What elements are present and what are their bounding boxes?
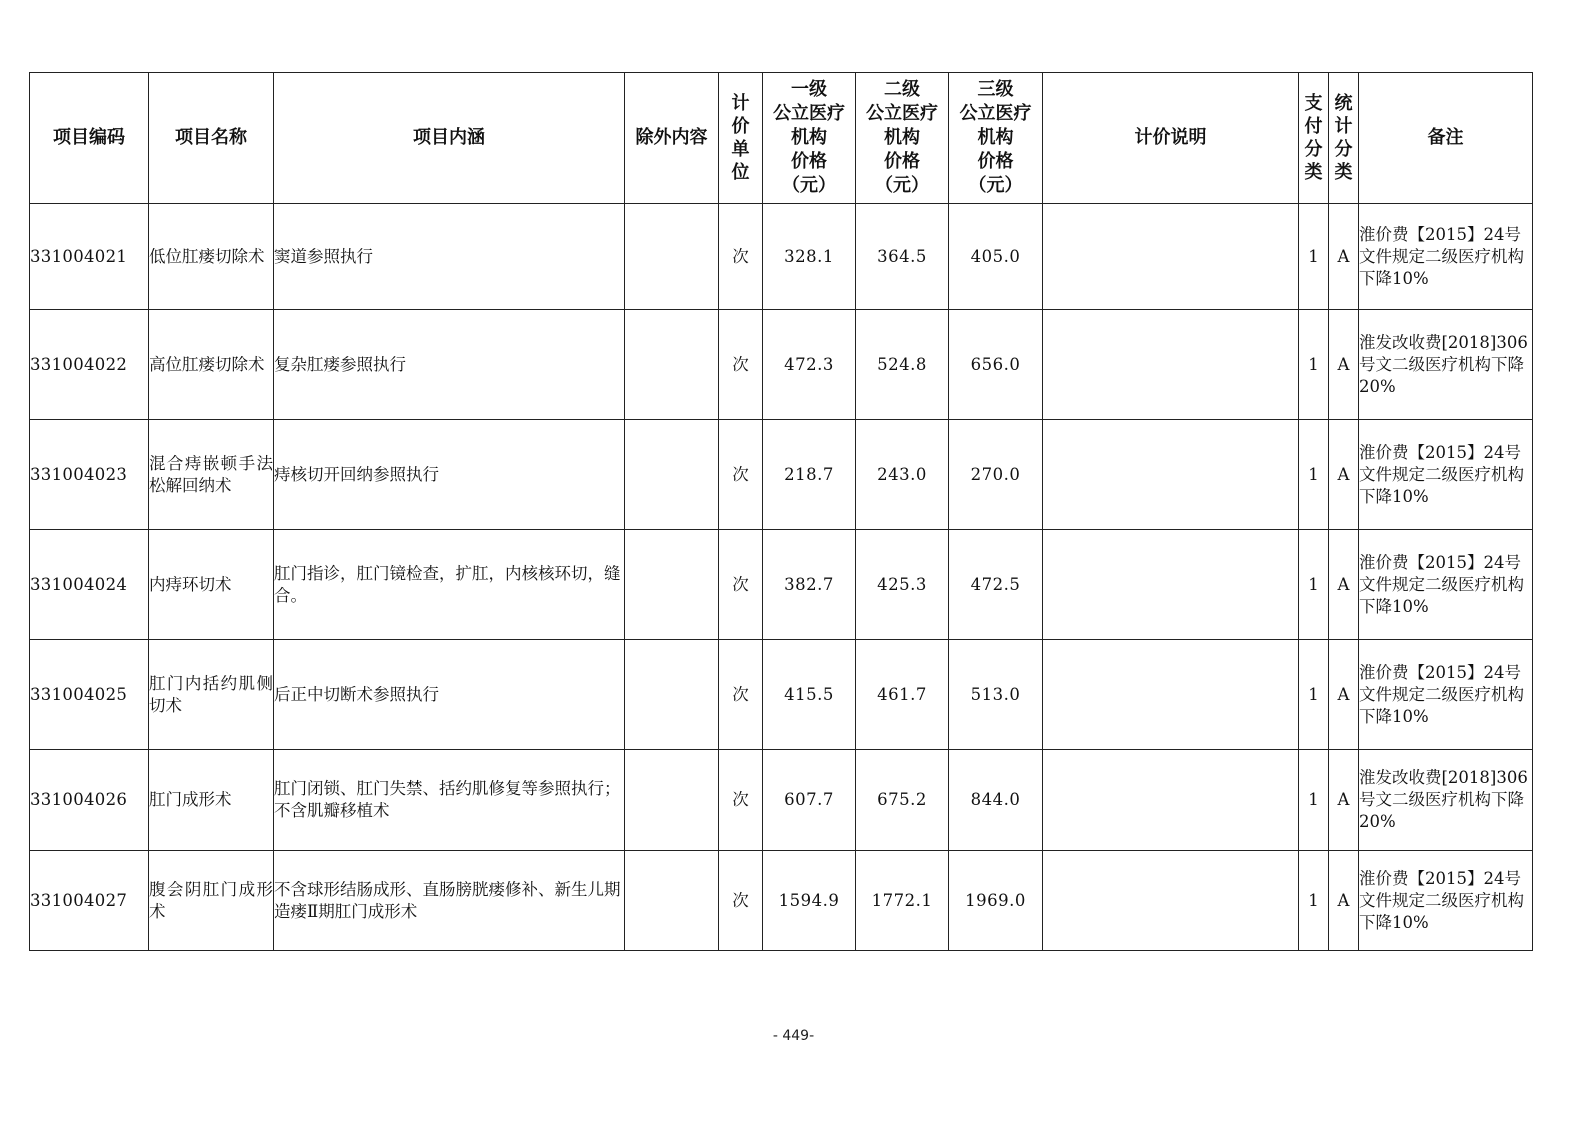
header-stat-class	[1329, 73, 1359, 204]
cell-price-level2: 243.0	[856, 420, 949, 530]
cell-content: 痔核切开回纳参照执行	[274, 420, 625, 530]
cell-name: 内痔环切术	[149, 530, 274, 640]
cell-name: 高位肛瘘切除术	[149, 310, 274, 420]
cell-content: 后正中切断术参照执行	[274, 640, 625, 750]
cell-unit: 次	[719, 310, 763, 420]
header-code: 项目编码	[30, 73, 149, 204]
cell-code: 331004025	[30, 640, 149, 750]
cell-code: 331004026	[30, 750, 149, 851]
cell-code: 331004023	[30, 420, 149, 530]
header-price-level2	[856, 73, 949, 204]
cell-pricing-note	[1043, 420, 1299, 530]
cell-unit: 次	[719, 530, 763, 640]
cell-price-level3: 270.0	[949, 420, 1043, 530]
header-unit	[719, 73, 763, 204]
cell-price-level2: 675.2	[856, 750, 949, 851]
cell-exclusion	[625, 530, 719, 640]
cell-name: 低位肛瘘切除术	[149, 204, 274, 310]
cell-exclusion	[625, 750, 719, 851]
cell-content: 肛门指诊，肛门镜检查，扩肛，内核核环切，缝合。	[274, 530, 625, 640]
cell-pricing-note	[1043, 851, 1299, 951]
cell-price-level1: 328.1	[763, 204, 856, 310]
cell-content: 肛门闭锁、肛门失禁、括约肌修复等参照执行；不含肌瓣移植术	[274, 750, 625, 851]
cell-remark: 淮发改收费[2018]306号文二级医疗机构下降20%	[1359, 310, 1533, 420]
header-payment-class-text: 支付分类	[1304, 92, 1323, 183]
cell-unit: 次	[719, 204, 763, 310]
cell-payment-class: 1	[1299, 851, 1329, 951]
cell-content: 窦道参照执行	[274, 204, 625, 310]
cell-payment-class: 1	[1299, 750, 1329, 851]
header-price-level2-text: 二级 公立医疗 机构 价格 （元）	[866, 79, 938, 196]
cell-price-level2: 425.3	[856, 530, 949, 640]
cell-unit: 次	[719, 750, 763, 851]
header-exclusion: 除外内容	[625, 73, 719, 204]
cell-code: 331004021	[30, 204, 149, 310]
header-content: 项目内涵	[274, 73, 625, 204]
cell-payment-class: 1	[1299, 310, 1329, 420]
cell-stat-class: A	[1329, 750, 1359, 851]
cell-price-level3: 405.0	[949, 204, 1043, 310]
header-unit-text: 计价单位	[731, 92, 750, 183]
cell-pricing-note	[1043, 310, 1299, 420]
cell-remark: 淮发改收费[2018]306号文二级医疗机构下降20%	[1359, 750, 1533, 851]
cell-price-level2: 1772.1	[856, 851, 949, 951]
cell-content: 复杂肛瘘参照执行	[274, 310, 625, 420]
cell-price-level1: 1594.9	[763, 851, 856, 951]
cell-remark: 淮价费【2015】24号文件规定二级医疗机构下降10%	[1359, 851, 1533, 951]
cell-payment-class: 1	[1299, 530, 1329, 640]
cell-pricing-note	[1043, 204, 1299, 310]
price-table	[29, 72, 1533, 951]
cell-name: 混合痔嵌顿手法松解回纳术	[149, 420, 274, 530]
table-body	[30, 204, 1533, 951]
header-price-level3	[949, 73, 1043, 204]
cell-stat-class: A	[1329, 640, 1359, 750]
table-row	[30, 420, 1533, 530]
cell-code: 331004024	[30, 530, 149, 640]
header-row	[30, 73, 1533, 204]
cell-code: 331004022	[30, 310, 149, 420]
cell-price-level3: 844.0	[949, 750, 1043, 851]
header-remark: 备注	[1359, 73, 1533, 204]
header-pricing-note: 计价说明	[1043, 73, 1299, 204]
header-price-level1	[763, 73, 856, 204]
cell-unit: 次	[719, 420, 763, 530]
cell-price-level1: 218.7	[763, 420, 856, 530]
cell-pricing-note	[1043, 750, 1299, 851]
cell-stat-class: A	[1329, 420, 1359, 530]
cell-stat-class: A	[1329, 204, 1359, 310]
cell-code: 331004027	[30, 851, 149, 951]
table-row	[30, 851, 1533, 951]
cell-exclusion	[625, 640, 719, 750]
cell-name: 肛门内括约肌侧切术	[149, 640, 274, 750]
cell-price-level1: 607.7	[763, 750, 856, 851]
cell-stat-class: A	[1329, 310, 1359, 420]
cell-payment-class: 1	[1299, 204, 1329, 310]
table-row	[30, 530, 1533, 640]
cell-remark: 淮价费【2015】24号文件规定二级医疗机构下降10%	[1359, 640, 1533, 750]
cell-pricing-note	[1043, 530, 1299, 640]
cell-stat-class: A	[1329, 851, 1359, 951]
cell-price-level3: 1969.0	[949, 851, 1043, 951]
cell-price-level1: 382.7	[763, 530, 856, 640]
header-name: 项目名称	[149, 73, 274, 204]
cell-name: 腹会阴肛门成形术	[149, 851, 274, 951]
cell-price-level1: 472.3	[763, 310, 856, 420]
cell-stat-class: A	[1329, 530, 1359, 640]
cell-unit: 次	[719, 851, 763, 951]
cell-price-level1: 415.5	[763, 640, 856, 750]
table-row	[30, 640, 1533, 750]
header-price-level3-text: 三级 公立医疗 机构 价格 （元）	[959, 79, 1032, 196]
cell-content: 不含球形结肠成形、直肠膀胱瘘修补、新生儿期造瘘Ⅱ期肛门成形术	[274, 851, 625, 951]
cell-price-level3: 656.0	[949, 310, 1043, 420]
cell-price-level3: 513.0	[949, 640, 1043, 750]
cell-pricing-note	[1043, 640, 1299, 750]
cell-exclusion	[625, 420, 719, 530]
cell-price-level3: 472.5	[949, 530, 1043, 640]
header-stat-class-text: 统计分类	[1334, 92, 1353, 183]
page-number: - 449-	[772, 1028, 815, 1044]
table-row	[30, 204, 1533, 310]
cell-price-level2: 524.8	[856, 310, 949, 420]
header-payment-class	[1299, 73, 1329, 204]
cell-exclusion	[625, 851, 719, 951]
cell-exclusion	[625, 204, 719, 310]
cell-remark: 淮价费【2015】24号文件规定二级医疗机构下降10%	[1359, 204, 1533, 310]
table-row	[30, 310, 1533, 420]
cell-payment-class: 1	[1299, 640, 1329, 750]
cell-price-level2: 364.5	[856, 204, 949, 310]
header-price-level1-text: 一级 公立医疗 机构 价格 （元）	[773, 79, 845, 196]
cell-exclusion	[625, 310, 719, 420]
cell-remark: 淮价费【2015】24号文件规定二级医疗机构下降10%	[1359, 530, 1533, 640]
cell-unit: 次	[719, 640, 763, 750]
cell-price-level2: 461.7	[856, 640, 949, 750]
cell-payment-class: 1	[1299, 420, 1329, 530]
cell-name: 肛门成形术	[149, 750, 274, 851]
cell-remark: 淮价费【2015】24号文件规定二级医疗机构下降10%	[1359, 420, 1533, 530]
table-row	[30, 750, 1533, 851]
